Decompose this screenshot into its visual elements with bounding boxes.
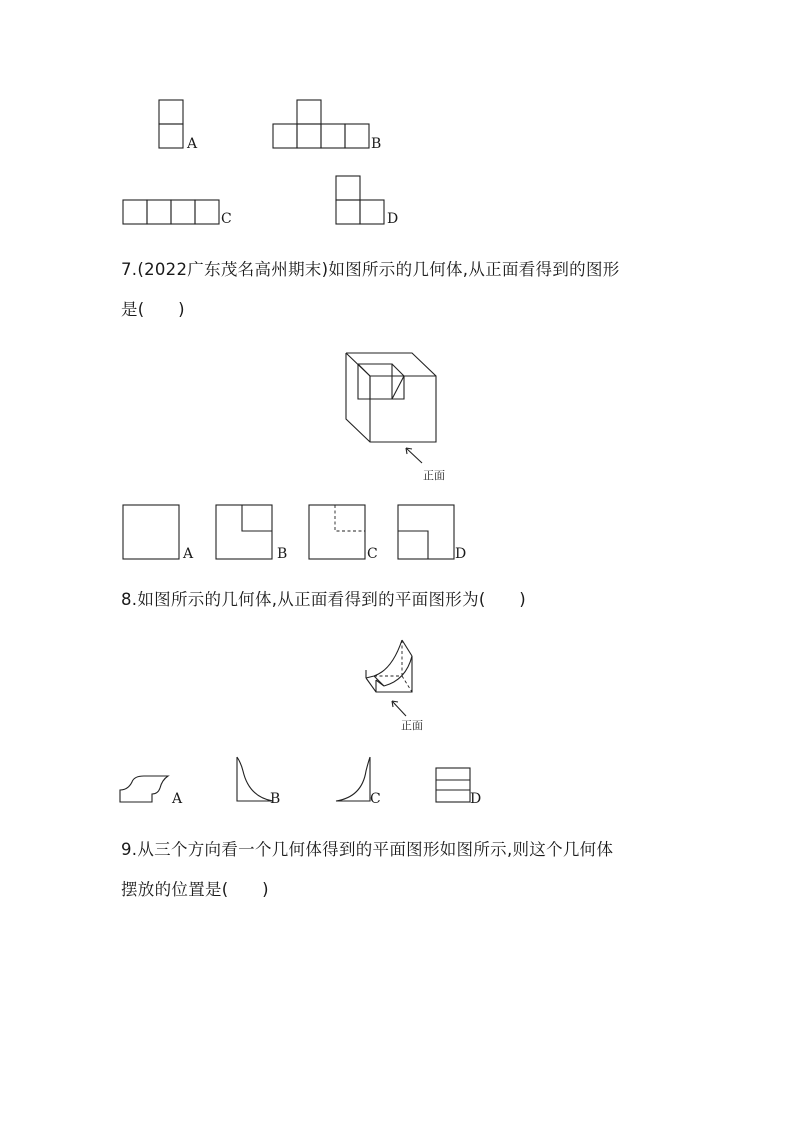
q7-option-b-label[interactable]: B [277, 546, 288, 562]
q7-question-line2: 是( ) [121, 300, 185, 319]
q7-option-b-figure [215, 503, 275, 561]
q7-option-a-figure [122, 503, 182, 561]
q8-option-d-figure [434, 766, 474, 806]
q7-option-a-label[interactable]: A [183, 546, 194, 562]
q7-question-line1: 7.(2022广东茂名高州期末)如图所示的几何体,从正面看得到的图形 [121, 260, 620, 279]
q6-option-d-label[interactable]: D [387, 211, 399, 227]
q7-option-d-label[interactable]: D [455, 546, 467, 562]
q8-front-label: 正面 [401, 719, 423, 732]
q6-option-a-label[interactable]: A [187, 136, 198, 152]
q8-option-c-figure [334, 755, 374, 805]
q7-front-label: 正面 [423, 469, 445, 482]
q6-option-a-figure [158, 98, 188, 152]
q8-option-b-label[interactable]: B [270, 791, 281, 807]
q7-option-c-figure [308, 503, 368, 561]
q6-option-b-label[interactable]: B [371, 136, 382, 152]
q7-solid-figure [340, 345, 452, 485]
q8-solid-figure [362, 636, 432, 728]
q6-option-b-figure [272, 98, 374, 152]
q8-option-a-figure [118, 768, 174, 804]
q7-option-c-label[interactable]: C [367, 546, 378, 562]
q7-option-d-figure [397, 503, 457, 561]
q8-option-a-label[interactable]: A [172, 791, 183, 807]
q8-question-line1: 8.如图所示的几何体,从正面看得到的平面图形为( ) [121, 590, 526, 609]
q6-option-c-label[interactable]: C [221, 211, 232, 227]
q8-option-c-label[interactable]: C [370, 791, 381, 807]
q8-option-d-label[interactable]: D [470, 791, 482, 807]
q6-option-c-figure [122, 198, 222, 226]
q6-option-d-figure [335, 174, 389, 228]
q9-question-line1: 9.从三个方向看一个几何体得到的平面图形如图所示,则这个几何体 [121, 840, 614, 859]
q9-question-line2: 摆放的位置是( ) [121, 880, 269, 899]
